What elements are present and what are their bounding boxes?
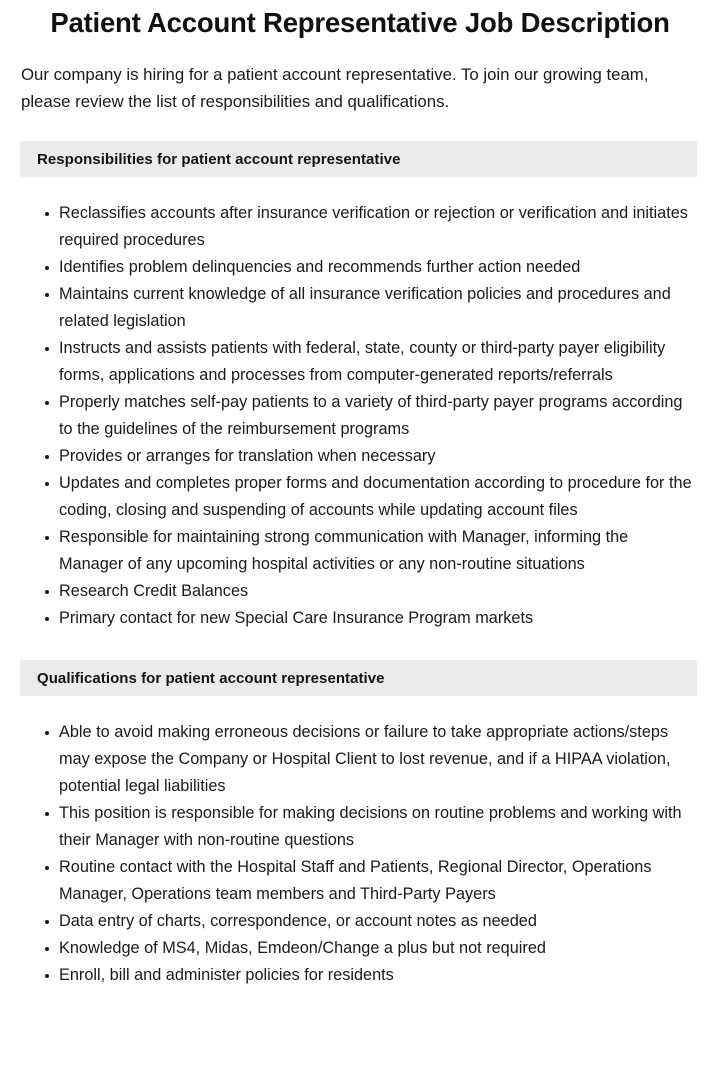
list-item: Instructs and assists patients with federal, state, county or third-party payer eligibility forms, applications and processes from computer-generated reports/referrals <box>0 335 720 389</box>
section-qualifications <box>0 660 720 989</box>
list-item: Routine contact with the Hospital Staff and Patients, Regional Director, Operations Manager, Operations team members and Third-Party Payers <box>0 854 720 908</box>
page-title: Patient Account Representative Job Description <box>50 7 670 38</box>
list-item: Responsible for maintaining strong communication with Manager, informing the Manager of any upcoming hospital activities or any non-routine situations <box>0 524 720 578</box>
list-item: This position is responsible for making decisions on routine problems and working with their Manager with non-routine questions <box>0 800 720 854</box>
responsibilities-header <box>20 141 697 177</box>
spacer-qualifications-list <box>0 696 720 719</box>
list-item: Able to avoid making erroneous decisions or failure to take appropriate actions/steps may expose the Company or Hospital Client to lost revenue, and if a HIPAA violation, potential legal liabilities <box>0 719 720 800</box>
spacer-before-responsibilities <box>0 115 720 141</box>
spacer-responsibilities-list <box>0 177 720 200</box>
list-item: Primary contact for new Special Care Insurance Program markets <box>0 605 720 632</box>
list-item: Provides or arranges for translation when necessary <box>0 443 720 470</box>
list-item: Data entry of charts, correspondence, or account notes as needed <box>0 908 720 935</box>
responsibilities-header-label: Responsibilities for patient account representative <box>37 150 401 168</box>
list-item: Reclassifies accounts after insurance verification or rejection or verification and initiates required procedures <box>0 200 720 254</box>
spacer-before-qualifications <box>0 632 720 660</box>
list-item: Research Credit Balances <box>0 578 720 605</box>
list-item: Knowledge of MS4, Midas, Emdeon/Change a plus but not required <box>0 935 720 962</box>
section-responsibilities <box>0 141 720 632</box>
qualifications-header <box>20 660 697 696</box>
list-item: Identifies problem delinquencies and recommends further action needed <box>0 254 720 281</box>
list-item: Enroll, bill and administer policies for residents <box>0 962 720 989</box>
qualifications-list <box>0 719 720 989</box>
qualifications-header-label: Qualifications for patient account representative <box>37 669 385 687</box>
list-item: Properly matches self-pay patients to a variety of third-party payer programs according to the guidelines of the reimbursement programs <box>0 389 720 443</box>
list-item: Updates and completes proper forms and documentation according to procedure for the coding, closing and suspending of accounts while updating account files <box>0 470 720 524</box>
list-item: Maintains current knowledge of all insurance verification policies and procedures and related legislation <box>0 281 720 335</box>
responsibilities-list <box>0 200 720 632</box>
intro-paragraph: Our company is hiring for a patient account representative. To join our growing team, please review the list of responsibilities and qualifications. <box>21 65 649 111</box>
